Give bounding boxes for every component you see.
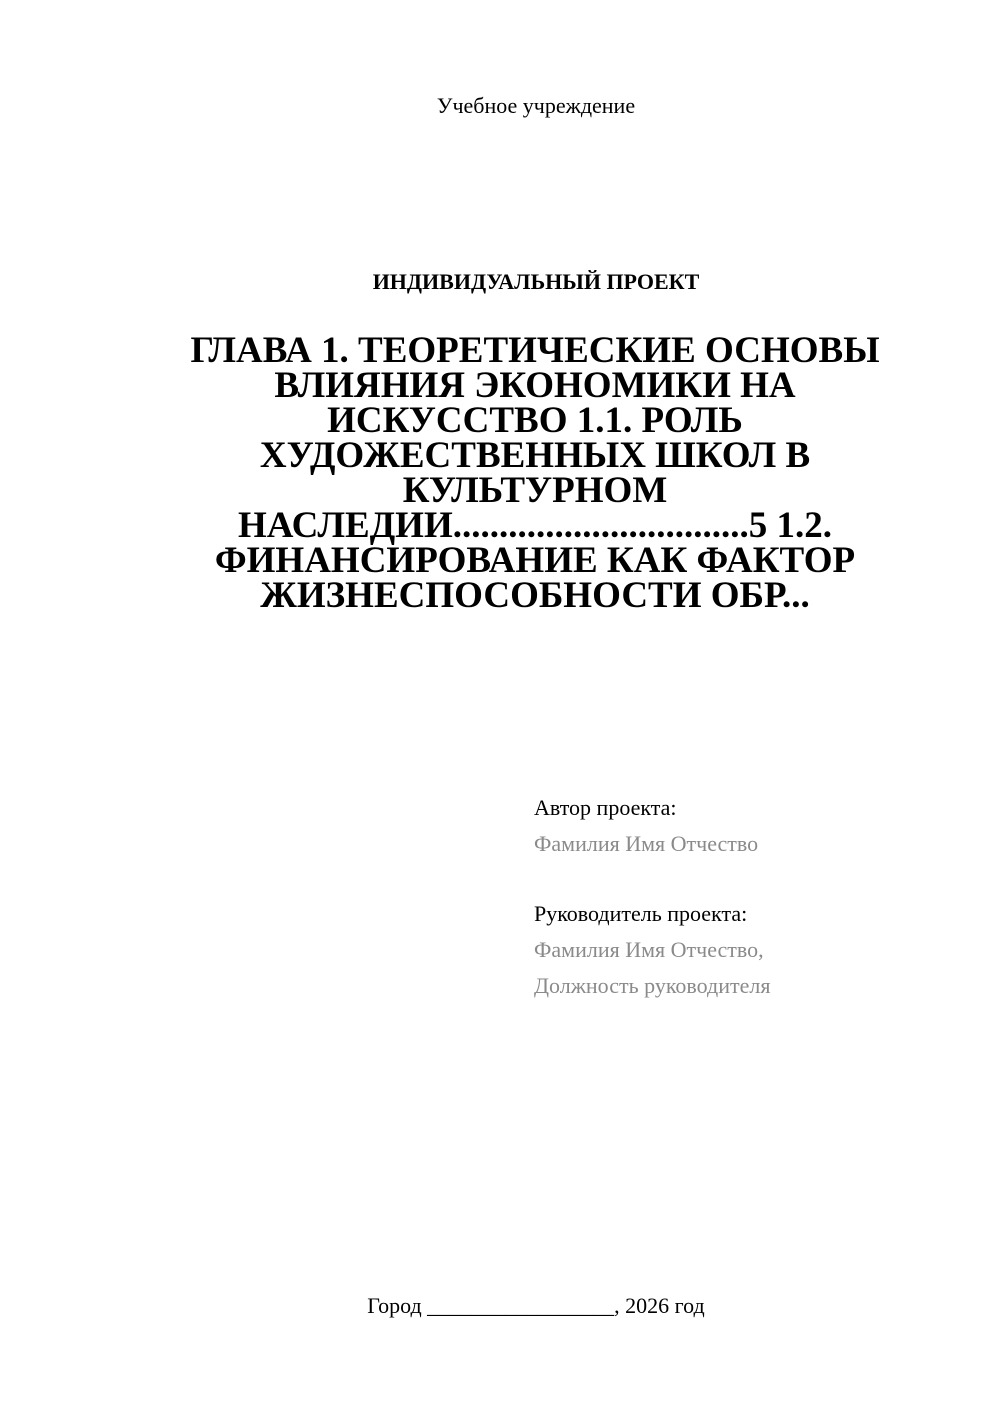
supervisor-position: Должность руководителя	[534, 973, 771, 998]
supervisor-label: Руководитель проекта:	[534, 901, 748, 926]
document-type: ИНДИВИДУАЛЬНЫЙ ПРОЕКТ	[372, 269, 700, 294]
author-label: Автор проекта:	[534, 795, 677, 820]
author-name: Фамилия Имя Отчество	[534, 831, 759, 856]
project-title: ГЛАВА 1. ТЕОРЕТИЧЕСКИЕ ОСНОВЫ ВЛИЯНИЯ ЭКОНОМИКИ НА ИСКУССТВО 1.1. РОЛЬ ХУДОЖЕСТВЕННЫХ ШКОЛ В КУЛЬТУРНОМ НАСЛЕДИИ................................5 1.2. ФИНАНСИРОВАНИЕ КАК ФАКТОР ЖИЗНЕСПОСОБНОСТИ ОБР...	[190, 330, 880, 616]
credits-block	[534, 790, 964, 1004]
supervisor-name: Фамилия Имя Отчество,	[534, 937, 764, 962]
institution-name: Учебное учреждение	[436, 93, 636, 118]
city-year-line: Город _________________, 2026 год	[367, 1293, 705, 1318]
credits-spacer	[534, 862, 964, 896]
